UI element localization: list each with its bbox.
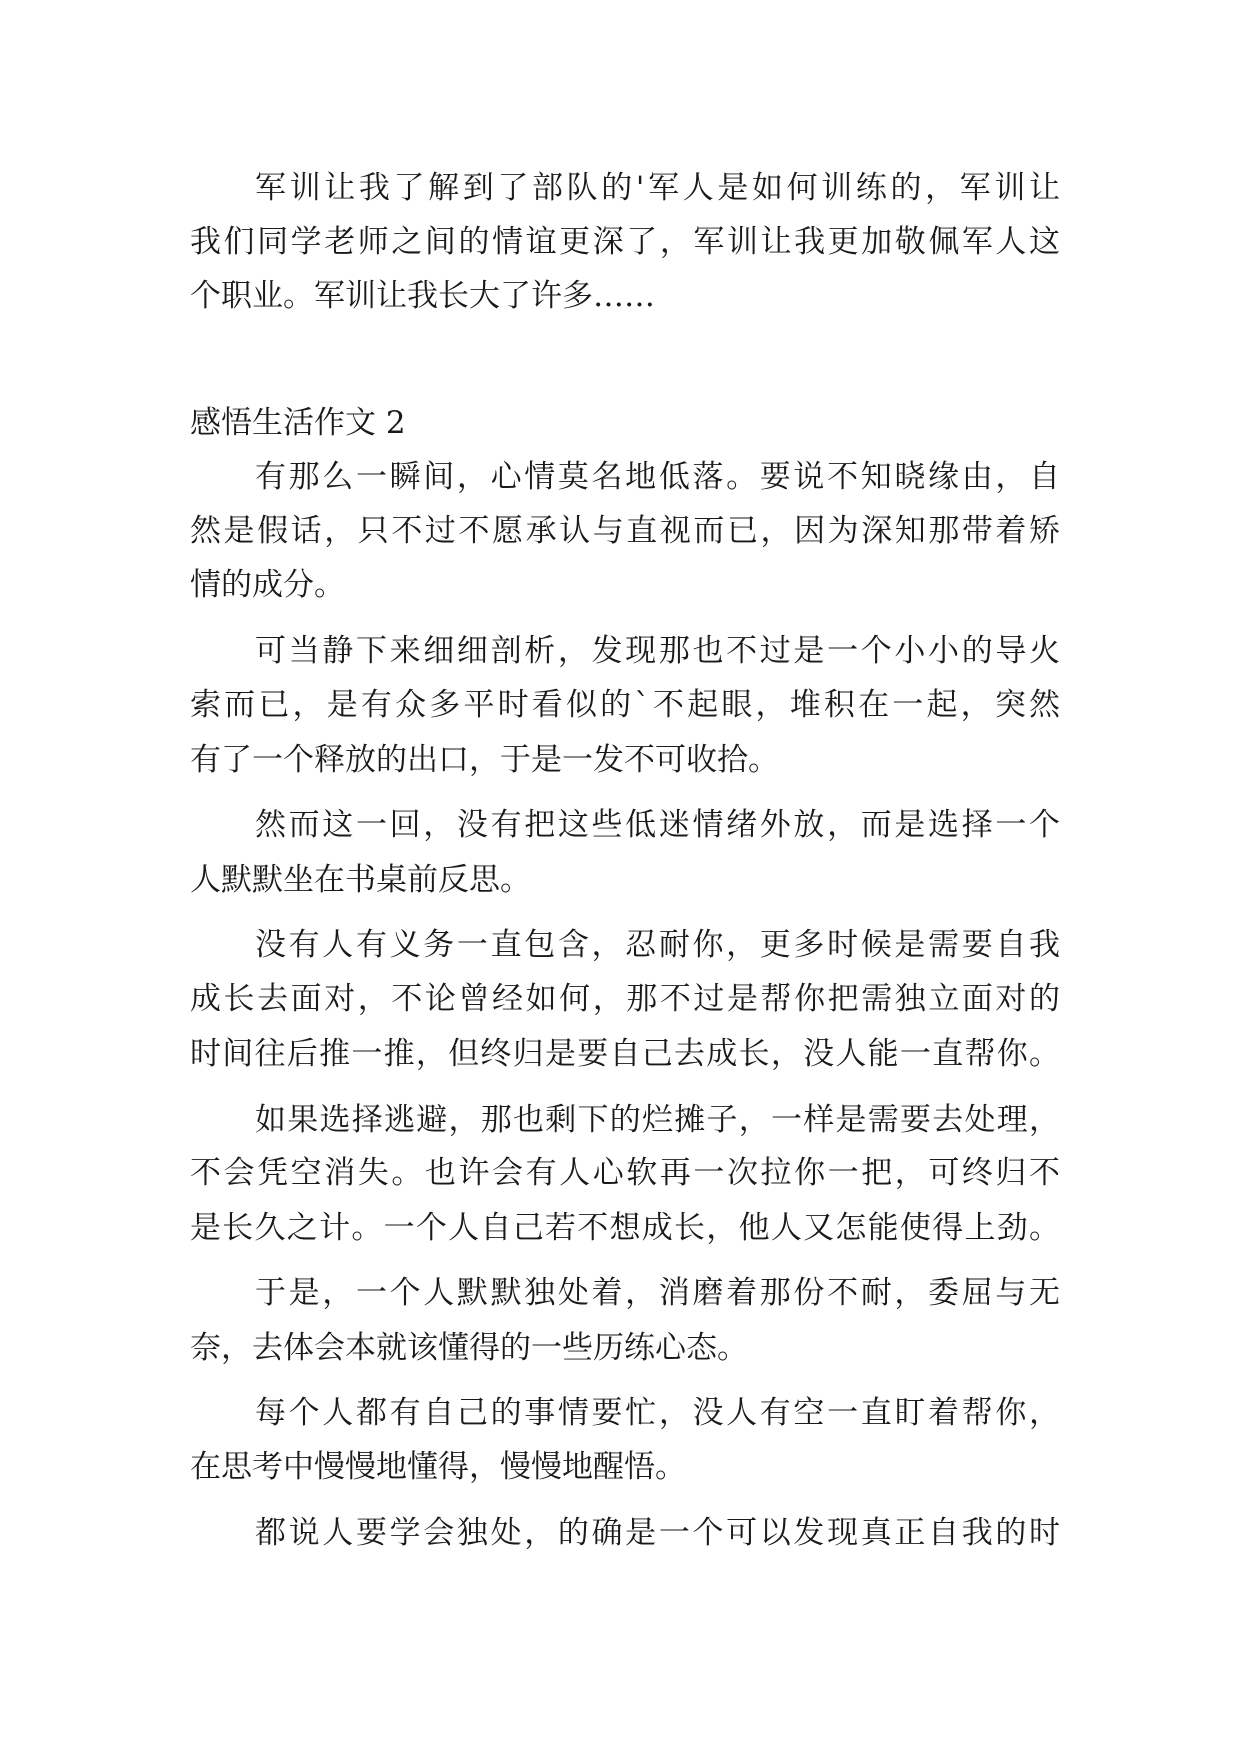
paragraph-line: 在思考中慢慢地懂得，慢慢地醒悟。	[190, 1449, 686, 1485]
paragraph-line: 人默默坐在书桌前反思。	[190, 862, 531, 898]
paragraph-line: 然是假话，只不过不愿承认与直视而已，因为深知那带着矫	[190, 513, 1060, 549]
paragraph-line: 每个人都有自己的事情要忙，没人有空一直盯着帮你，	[255, 1395, 1060, 1431]
paragraph-line: 索而已，是有众多平时看似的`不起眼，堆积在一起，突然	[190, 687, 1060, 723]
paragraph-line: 可当静下来细细剖析，发现那也不过是一个小小的导火	[255, 633, 1060, 669]
paragraph-line: 如果选择逃避，那也剩下的烂摊子，一样是需要去处理，	[255, 1102, 1060, 1138]
paragraph-line: 情的成分。	[190, 567, 345, 603]
paragraph-line: 于是，一个人默默独处着，消磨着那份不耐，委屈与无	[255, 1275, 1060, 1311]
paragraph-line: 都说人要学会独处，的确是一个可以发现真正自我的时	[255, 1515, 1060, 1551]
section-title: 感悟生活作文 2	[190, 405, 406, 441]
paragraph-line: 不会凭空消失。也许会有人心软再一次拉你一把，可终归不	[190, 1155, 1060, 1191]
paragraph-line: 没有人有义务一直包含，忍耐你，更多时候是需要自我	[255, 927, 1060, 963]
intro-line-2: 我们同学老师之间的情谊更深了，军训让我更加敬佩军人这	[190, 224, 1060, 260]
intro-line-3: 个职业。军训让我长大了许多……	[190, 278, 655, 314]
paragraph-line: 时间往后推一推，但终归是要自己去成长，没人能一直帮你。	[190, 1036, 1060, 1072]
paragraph-line: 然而这一回，没有把这些低迷情绪外放，而是选择一个	[255, 807, 1060, 843]
paragraph-line: 成长去面对，不论曾经如何，那不过是帮你把需独立面对的	[190, 981, 1060, 1017]
paragraph-line: 有了一个释放的出口，于是一发不可收拾。	[190, 742, 779, 778]
paragraph-line: 有那么一瞬间，心情莫名地低落。要说不知晓缘由，自	[255, 459, 1060, 495]
intro-line-1: 军训让我了解到了部队的'军人是如何训练的，军训让	[255, 170, 1060, 206]
paragraph-line: 是长久之计。一个人自己若不想成长，他人又怎能使得上劲。	[190, 1210, 1060, 1246]
paragraph-line: 奈，去体会本就该懂得的一些历练心态。	[190, 1330, 748, 1366]
